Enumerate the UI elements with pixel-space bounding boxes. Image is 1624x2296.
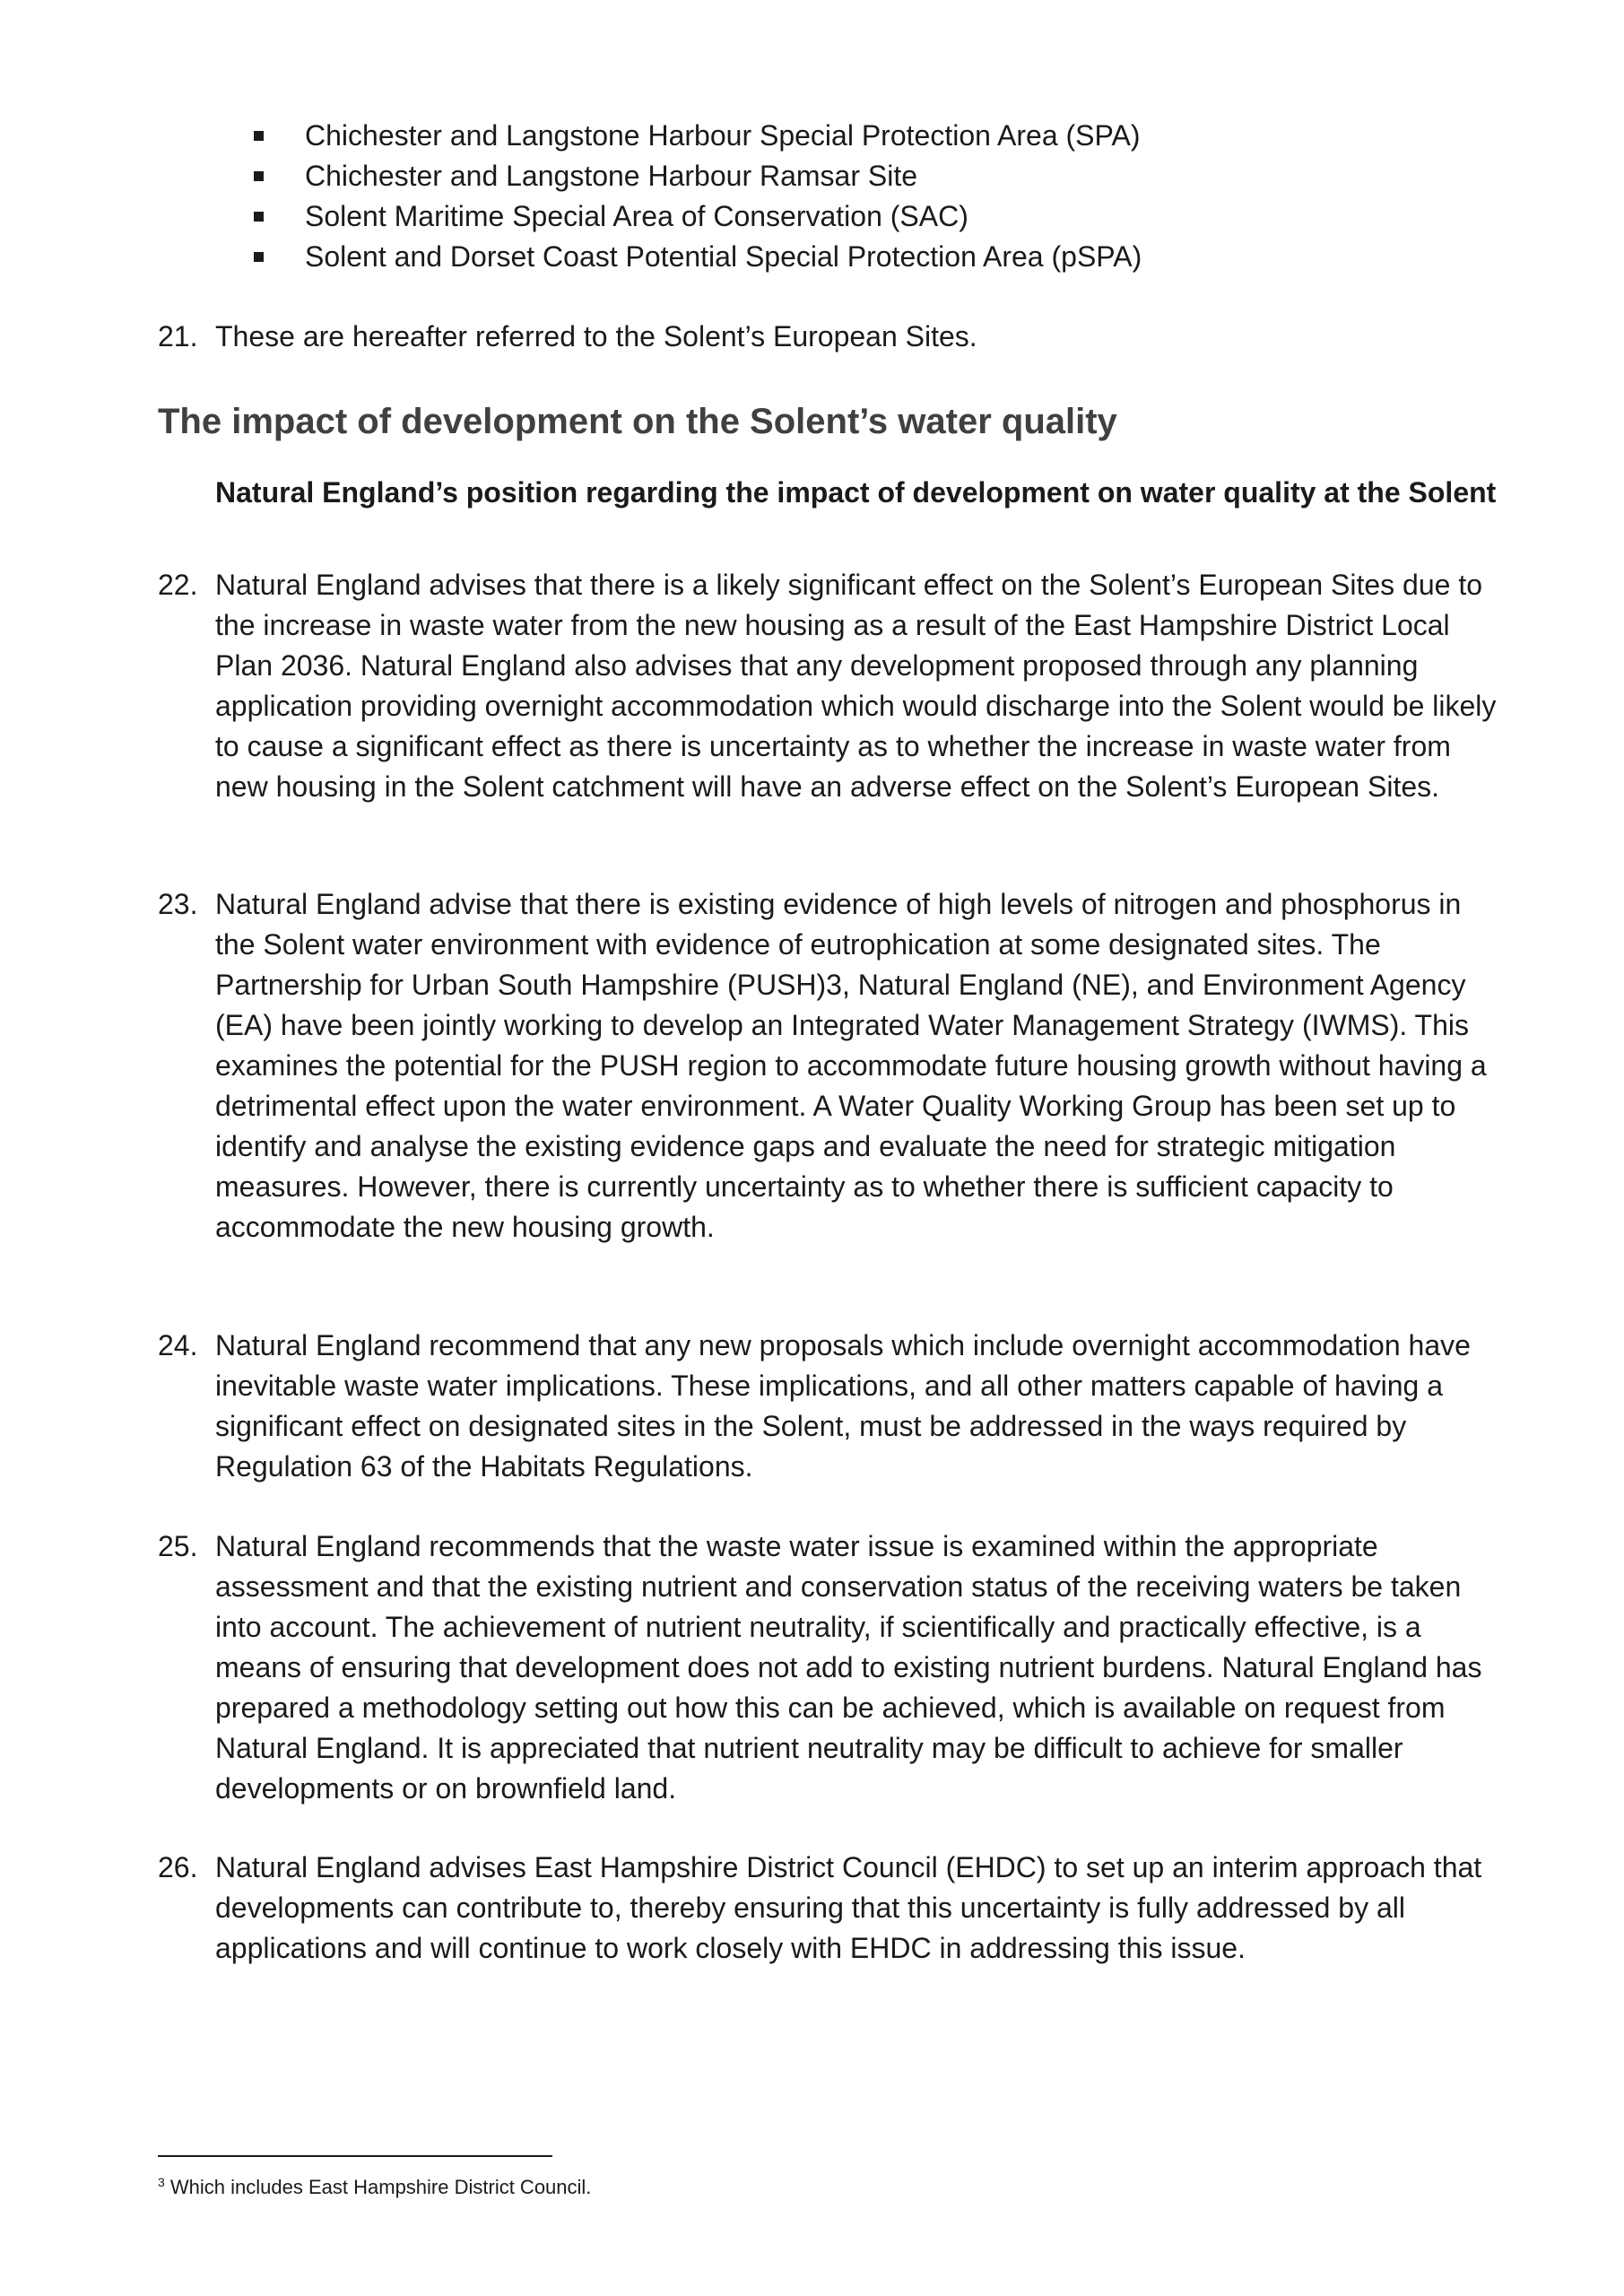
footnote-divider [158, 2155, 552, 2157]
list-item [254, 196, 1509, 237]
bullet-square-icon [254, 131, 264, 141]
footnote-text: Which includes East Hampshire District Council. [169, 2176, 592, 2198]
paragraph-text [215, 884, 1503, 1248]
footnote-marker: 3 [158, 2175, 165, 2189]
paragraph-number: 24. [158, 1329, 198, 1361]
paragraph-text: Natural England recommends that the waste water issue is examined within the appropriate assessment and that the existing nutrient and conservation status of the receiving waters be taken into account. The achievement of nutrient neutrality, if scientifically and practically effective, is a means of ensuring that development does not add to existing nutrient burdens. Natural England has prepared a methodology setting out how this can be achieved, which is available on request from Natural England. It is appreciated that nutrient neutrality may be difficult to achieve for smaller developments or on brownfield land. [215, 1530, 1482, 1805]
paragraph-number: 25. [158, 1530, 198, 1562]
paragraph-number: 26. [158, 1851, 198, 1883]
list-item-text: Solent and Dorset Coast Potential Special Protection Area (pSPA) [305, 240, 1142, 273]
paragraph-24 [158, 1326, 1503, 1487]
paragraph-21 [158, 317, 1503, 357]
sub-heading: Natural England’s position regarding the impact of development on water quality at the Solent [215, 476, 1497, 509]
bullet-square-icon [254, 212, 264, 222]
list-item [254, 116, 1509, 156]
section-heading: The impact of development on the Solent’s water quality [158, 402, 1117, 441]
protected-sites-list [254, 116, 1509, 277]
paragraph-text: Natural England recommend that any new proposals which include overnight accommodation have inevitable waste water implications. These implications, and all other matters capable of having a significant effect on designated sites in the Solent, must be addressed in the ways required by Regulation 63 of the Habitats Regulations. [215, 1329, 1471, 1483]
paragraph-text: Natural England advises East Hampshire District Council (EHDC) to set up an interim approach that developments can contribute to, thereby ensuring that this uncertainty is fully addressed by all applications and will continue to work closely with EHDC in addressing this issue. [215, 1851, 1482, 1964]
paragraph-number: 23. [158, 888, 198, 920]
paragraph-text: Natural England advises that there is a likely significant effect on the Solent’s European Sites due to the increase in waste water from the new housing as a result of the East Hampshire District Local Plan 2036. Natural England also advises that any development proposed through any planning application providing overnight accommodation which would discharge into the Solent would be likely to cause a significant effect as there is uncertainty as to whether the increase in waste water from new housing in the Solent catchment will have an adverse effect on the Solent’s European Sites. [215, 569, 1497, 803]
footnote [158, 2169, 591, 2201]
list-item [254, 156, 1509, 196]
paragraph-text: These are hereafter referred to the Solent’s European Sites. [215, 320, 977, 352]
list-item-text: Chichester and Langstone Harbour Ramsar Site [305, 160, 918, 192]
paragraph-26 [158, 1848, 1503, 1969]
list-item-text: Chichester and Langstone Harbour Special Protection Area (SPA) [305, 119, 1141, 152]
paragraph-22 [158, 565, 1503, 807]
footnote-reference[interactable]: 3 [826, 969, 842, 1001]
bullet-square-icon [254, 252, 264, 262]
bullet-square-icon [254, 171, 264, 181]
list-item-text: Solent Maritime Special Area of Conservation (SAC) [305, 200, 968, 232]
list-item [254, 237, 1509, 277]
paragraph-text-part: Natural England advise that there is existing evidence of high levels of nitrogen and phosphorus in the Solent water environment with evidence of eutrophication at some designated sites. The Partnership for Urban South Hampshire (PUSH) [215, 888, 1462, 1001]
paragraph-number: 22. [158, 569, 198, 601]
paragraph-25 [158, 1526, 1503, 1809]
paragraph-text-part: , Natural England (NE), and Environment Agency (EA) have been jointly working to develop an Integrated Water Management Strategy (IWMS). This examines the potential for the PUSH region to accommodate future housing growth without having a detrimental effect upon the water environment. A Water Quality Working Group has been set up to identify and analyse the existing evidence gaps and evaluate the need for strategic mitigation measures. However, there is currently uncertainty as to whether there is sufficient capacity to accommodate the new housing growth. [215, 969, 1487, 1243]
paragraph-23 [158, 884, 1503, 1248]
paragraph-number: 21. [158, 320, 198, 352]
